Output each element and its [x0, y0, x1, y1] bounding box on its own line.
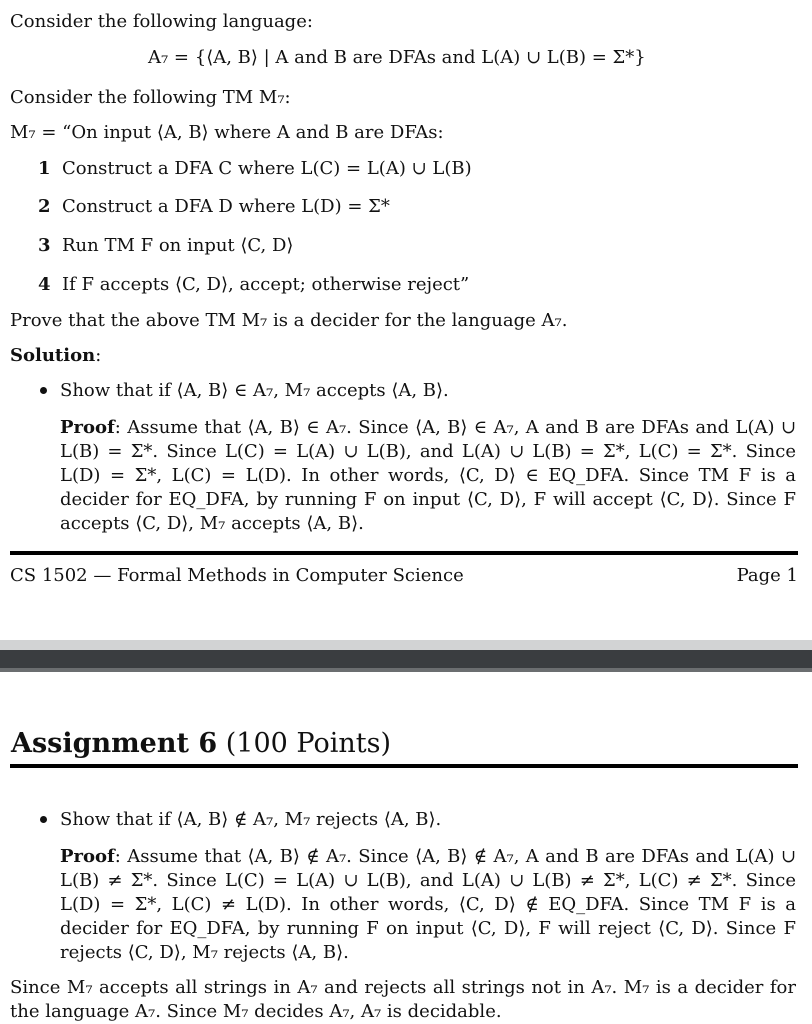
language-definition: A₇ = {⟨A, B⟩ | A and B are DFAs and L(A) ∪ L(B) = Σ*} — [148, 47, 646, 68]
page-title — [11, 728, 391, 760]
step-text: Construct a DFA D where L(D) = Σ* — [61, 196, 390, 217]
page-separator — [0, 650, 812, 668]
footer-course: CS 1502 — Formal Methods in Computer Science — [10, 565, 464, 586]
step-text: Construct a DFA C where L(C) = L(A) ∪ L(B) — [61, 158, 472, 179]
step-1 — [38, 157, 472, 181]
assignment-title: Assignment 6 — [11, 728, 218, 759]
proof-reject-text: Assume that ⟨A, B⟩ ∉ A₇. Since ⟨A, B⟩ ∉ A₇, A and B are DFAs and L(A) ∪ L(B) ≠ Σ*. Since L(C) = L(A) ∪ L(B), and L(A) ∪ L(B) ≠ Σ*, L(C) ≠ Σ*. Since L(D) = Σ*, L(C) ≠ L(D). In other words, ⟨C, D⟩ ∉ EQ_DFA. Since TM F is a decider for EQ_DFA, by running F on input ⟨C, D⟩, F will reject ⟨C, D⟩. Since F rejects ⟨C, D⟩, M₇ rejects ⟨A, B⟩. — [60, 846, 796, 963]
step-text: Run TM F on input ⟨C, D⟩ — [61, 235, 294, 256]
step-number: 1 — [38, 158, 51, 179]
step-number: 4 — [38, 274, 51, 295]
bullet-dot — [40, 816, 47, 823]
tm-heading: M₇ = “On input ⟨A, B⟩ where A and B are DFAs: — [10, 122, 444, 143]
proof-label: Proof — [60, 417, 115, 438]
footer-page-number: Page 1 — [736, 565, 798, 586]
proof-accept-case: Proof: Assume that ⟨A, B⟩ ∈ A₇. Since ⟨A, B⟩ ∈ A₇, A and B are DFAs and L(A) ∪ L(B) = Σ*. Since L(C) = L(A) ∪ L(B), and L(A) ∪ L(B) = Σ*, L(C) = Σ*. Since L(D) = Σ*, L(C) = L(D). In other words, ⟨C, D⟩ ∈ EQ_DFA. Since TM F is a decider for EQ_DFA, by running F on input ⟨C, D⟩, F will accept ⟨C, D⟩. Since F accepts ⟨C, D⟩, M₇ accepts ⟨A, B⟩. — [60, 417, 796, 534]
step-3 — [38, 234, 293, 258]
bullet-reject-case: Show that if ⟨A, B⟩ ∉ A₇, M₇ rejects ⟨A, B⟩. — [60, 809, 442, 830]
conclusion: Since M₇ accepts all strings in A₇ and rejects all strings not in A₇. M₇ is a decider for the language A₇. Since M₇ decides A₇, A₇ is decidable. — [10, 977, 796, 1022]
solution-label: Solution — [10, 345, 96, 366]
page-separator-shadow — [0, 668, 812, 672]
intro-tm: Consider the following TM M₇: — [10, 87, 291, 108]
assignment-points: (100 Points) — [225, 728, 391, 759]
proof-label: Proof — [60, 846, 115, 867]
proof-accept-text: Assume that ⟨A, B⟩ ∈ A₇. Since ⟨A, B⟩ ∈ A₇, A and B are DFAs and L(A) ∪ L(B) = Σ*. Since L(C) = L(A) ∪ L(B), and L(A) ∪ L(B) = Σ*, L(C) = Σ*. Since L(D) = Σ*, L(C) = L(D). In other words, ⟨C, D⟩ ∈ EQ_DFA. Since TM F is a decider for EQ_DFA, by running F on input ⟨C, D⟩, F will accept ⟨C, D⟩. Since F accepts ⟨C, D⟩, M₇ accepts ⟨A, B⟩. — [60, 417, 796, 534]
bullet-dot — [40, 387, 47, 394]
footer-rule — [10, 551, 798, 555]
step-number: 3 — [38, 235, 51, 256]
bullet-accept-case: Show that if ⟨A, B⟩ ∈ A₇, M₇ accepts ⟨A, B⟩. — [60, 380, 449, 401]
solution-heading: Solution: — [10, 345, 102, 366]
header-rule — [10, 764, 798, 768]
proof-reject-case: Proof: Assume that ⟨A, B⟩ ∉ A₇. Since ⟨A, B⟩ ∉ A₇, A and B are DFAs and L(A) ∪ L(B) ≠ Σ*. Since L(C) = L(A) ∪ L(B), and L(A) ∪ L(B) ≠ Σ*, L(C) ≠ Σ*. Since L(D) = Σ*, L(C) ≠ L(D). In other words, ⟨C, D⟩ ∉ EQ_DFA. Since TM F is a decider for EQ_DFA, by running F on input ⟨C, D⟩, F will reject ⟨C, D⟩. Since F rejects ⟨C, D⟩, M₇ rejects ⟨A, B⟩. — [60, 846, 796, 963]
step-4 — [38, 273, 469, 297]
step-number: 2 — [38, 196, 51, 217]
step-text: If F accepts ⟨C, D⟩, accept; otherwise reject” — [61, 274, 470, 295]
task-statement: Prove that the above TM M₇ is a decider for the language A₇. — [10, 310, 568, 331]
page-gap-top — [0, 640, 812, 650]
step-2 — [38, 195, 390, 219]
intro-language: Consider the following language: — [10, 11, 313, 32]
